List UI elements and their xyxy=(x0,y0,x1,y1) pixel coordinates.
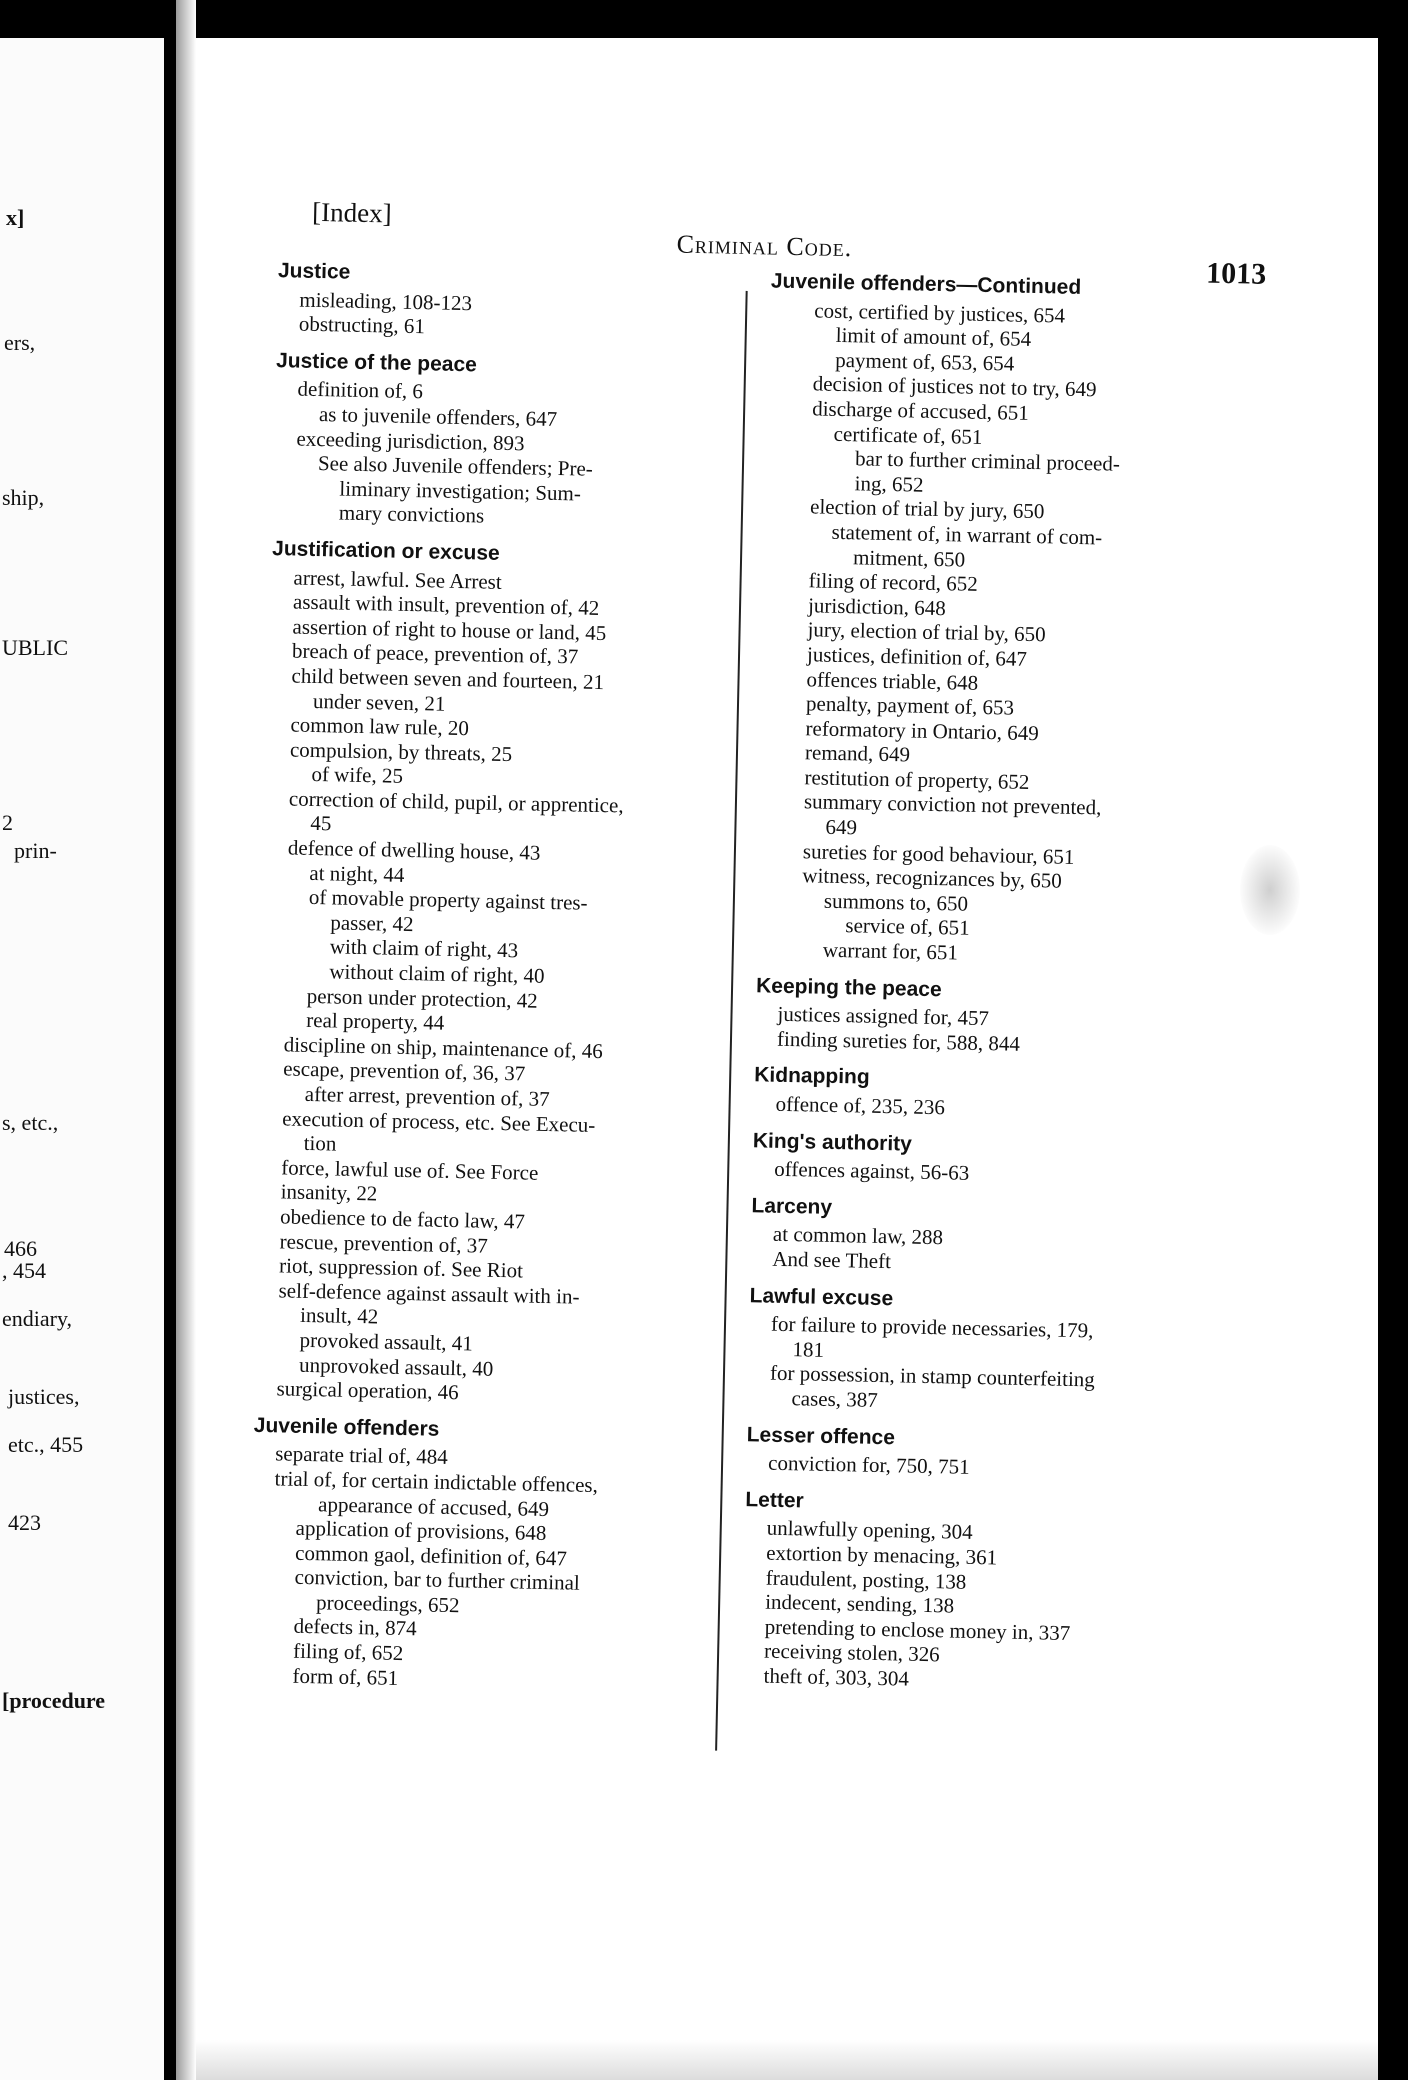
index-entry: under seven, 21 xyxy=(312,688,446,716)
facing-page-fragment: , 454 xyxy=(2,1258,46,1283)
index-entry: riot, suppression of. See Riot xyxy=(278,1253,524,1283)
index-entry: correction of child, pupil, or apprentice, xyxy=(288,786,624,818)
index-heading: Juvenile offenders—Continued xyxy=(770,269,1082,299)
index-entry: surgical operation, 46 xyxy=(276,1376,459,1405)
facing-page-fragment: endiary, xyxy=(2,1306,73,1331)
index-entry: statement of, in warrant of com- xyxy=(831,519,1103,550)
index-entry: justices assigned for, 457 xyxy=(777,1001,990,1031)
index-entry: offences against, 56-63 xyxy=(774,1156,970,1185)
facing-page-fragment: [procedure xyxy=(2,1688,106,1713)
index-entry: with claim of right, 43 xyxy=(329,934,519,963)
index-entry: unlawfully opening, 304 xyxy=(766,1515,973,1545)
facing-page-fragment: etc., 455 xyxy=(8,1432,84,1457)
index-heading: Justification or excuse xyxy=(271,537,500,565)
index-entry: reformatory in Ontario, 649 xyxy=(805,715,1040,745)
index-entry: summary conviction not prevented, xyxy=(803,789,1102,820)
facing-page-fragment: s, etc., xyxy=(2,1110,59,1135)
book-gutter xyxy=(164,0,176,2080)
index-entry: assault with insult, prevention of, 42 xyxy=(292,589,600,621)
index-entry: discipline on ship, maintenance of, 46 xyxy=(283,1032,603,1063)
facing-page xyxy=(0,38,164,2080)
index-entry: conviction for, 750, 751 xyxy=(767,1450,970,1479)
index-heading: Kidnapping xyxy=(754,1063,870,1090)
index-entry: self-defence against assault with in- xyxy=(278,1278,580,1309)
index-heading: Lesser offence xyxy=(746,1422,896,1449)
index-entry: theft of, 303, 304 xyxy=(763,1663,910,1691)
index-entry: child between seven and fourteen, 21 xyxy=(291,663,605,694)
page-number: 1013 xyxy=(1205,256,1267,291)
index-entry: summons to, 650 xyxy=(823,888,969,916)
index-entry: witness, recognizances by, 650 xyxy=(802,863,1062,893)
index-entry: liminary investigation; Sum- xyxy=(339,476,582,506)
index-entry: ing, 652 xyxy=(854,471,924,497)
index-entry: unprovoked assault, 40 xyxy=(298,1352,494,1381)
index-entry: service of, 651 xyxy=(845,913,970,941)
index-entry: escape, prevention of, 36, 37 xyxy=(283,1056,526,1086)
index-entry: cost, certified by justices, 654 xyxy=(814,297,1066,328)
index-entry: pretending to enclose money in, 337 xyxy=(764,1614,1071,1645)
index-heading: Juvenile offenders xyxy=(253,1413,440,1441)
index-page xyxy=(178,0,1399,2092)
index-entry: form of, 651 xyxy=(292,1663,399,1690)
index-entry: limit of amount of, 654 xyxy=(835,323,1032,352)
index-entry: application of provisions, 648 xyxy=(295,1515,547,1546)
index-entry: exceeding jurisdiction, 893 xyxy=(296,426,525,455)
index-heading: Justice xyxy=(277,259,351,284)
index-entry: real property, 44 xyxy=(306,1008,445,1035)
index-entry: offences triable, 648 xyxy=(806,666,979,695)
index-entry: proceedings, 652 xyxy=(315,1590,460,1618)
index-entry: for failure to provide necessaries, 179, xyxy=(770,1311,1094,1343)
index-entry: 45 xyxy=(310,811,332,836)
running-head-title: Criminal Code. xyxy=(676,229,853,263)
index-entry: payment of, 653, 654 xyxy=(835,347,1015,376)
index-entry: defects in, 874 xyxy=(293,1614,417,1641)
facing-page-fragment: ers, xyxy=(4,330,36,355)
running-head-left: [Index] xyxy=(311,196,393,229)
index-entry: common gaol, definition of, 647 xyxy=(294,1540,568,1571)
index-entry: jurisdiction, 648 xyxy=(807,593,947,620)
index-entry: of movable property against tres- xyxy=(308,885,588,915)
index-entry: for possession, in stamp counterfeiting xyxy=(769,1361,1096,1392)
index-entry: definition of, 6 xyxy=(297,376,424,404)
index-entry: provoked assault, 41 xyxy=(299,1327,474,1356)
facing-page-fragment: 423 xyxy=(8,1510,41,1535)
index-entry: fraudulent, posting, 138 xyxy=(765,1565,967,1594)
index-entry: defence of dwelling house, 43 xyxy=(287,835,541,865)
facing-page-fragment: x] xyxy=(6,205,25,230)
index-heading: Keeping the peace xyxy=(755,973,942,1001)
index-entry: finding sureties for, 588, 844 xyxy=(776,1026,1021,1056)
index-entry: passer, 42 xyxy=(330,910,414,936)
index-entry: obstructing, 61 xyxy=(298,311,426,339)
index-heading: Lawful excuse xyxy=(749,1283,894,1310)
facing-page-fragment: 2 xyxy=(2,810,13,835)
index-entry: restitution of property, 652 xyxy=(804,765,1030,794)
facing-page-fragment: justices, xyxy=(8,1384,80,1409)
index-entry: obedience to de facto law, 47 xyxy=(279,1204,526,1234)
index-entry: misleading, 108-123 xyxy=(299,287,473,315)
index-entry: cases, 387 xyxy=(791,1386,879,1412)
index-heading: King's authority xyxy=(752,1128,913,1156)
index-entry: filing of record, 652 xyxy=(808,568,978,596)
index-entry: mary convictions xyxy=(338,500,485,528)
index-entry: arrest, lawful. See Arrest xyxy=(293,565,502,594)
index-entry: without claim of right, 40 xyxy=(329,959,545,988)
index-entry: decision of justices not to try, 649 xyxy=(812,371,1097,402)
index-entry: remand, 649 xyxy=(804,740,911,767)
index-entry: warrant for, 651 xyxy=(822,937,959,965)
index-entry: at night, 44 xyxy=(309,860,405,887)
index-entry: penalty, payment of, 653 xyxy=(805,691,1015,720)
index-entry: trial of, for certain indictable offences, xyxy=(274,1466,599,1497)
index-entry: force, lawful use of. See Force xyxy=(280,1155,539,1185)
index-column-right xyxy=(741,269,1341,1699)
index-entry: insanity, 22 xyxy=(280,1179,378,1206)
index-entry: jury, election of trial by, 650 xyxy=(807,617,1046,647)
index-entry: compulsion, by threats, 25 xyxy=(289,737,513,766)
index-entry: indecent, sending, 138 xyxy=(764,1589,955,1618)
index-entry: bar to further criminal proceed- xyxy=(854,446,1121,476)
index-entry: execution of process, etc. See Execu- xyxy=(282,1106,596,1137)
index-entry: tion xyxy=(303,1131,337,1156)
index-entry: assertion of right to house or land, 45 xyxy=(292,614,607,645)
index-entry: appearance of accused, 649 xyxy=(317,1491,550,1521)
index-heading: Letter xyxy=(745,1487,804,1513)
index-entry: sureties for good behaviour, 651 xyxy=(802,838,1075,869)
index-entry: See also Juvenile offenders; Pre- xyxy=(317,451,594,481)
index-entry: justices, definition of, 647 xyxy=(806,642,1028,671)
index-entry: certificate of, 651 xyxy=(833,421,983,449)
index-entry: insult, 42 xyxy=(299,1303,379,1329)
index-entry: 649 xyxy=(825,814,858,840)
index-entry: person under protection, 42 xyxy=(306,983,538,1013)
index-entry: receiving stolen, 326 xyxy=(763,1638,940,1667)
index-entry: discharge of accused, 651 xyxy=(811,396,1029,425)
index-entry: common law rule, 20 xyxy=(290,712,470,741)
index-entry: separate trial of, 484 xyxy=(274,1441,449,1470)
facing-page-fragment: ship, xyxy=(2,485,45,510)
index-entry: filing of, 652 xyxy=(292,1638,404,1666)
index-entry: after arrest, prevention of, 37 xyxy=(304,1081,550,1111)
index-heading: Larceny xyxy=(751,1194,833,1219)
index-entry: conviction, bar to further criminal xyxy=(294,1565,580,1596)
facing-page-fragment: UBLIC xyxy=(2,635,68,660)
facing-page-fragment: prin- xyxy=(14,838,57,863)
facing-page-fragment: 466 xyxy=(4,1236,37,1261)
index-entry: 181 xyxy=(792,1336,825,1362)
index-entry: And see Theft xyxy=(772,1246,892,1274)
index-heading: Justice of the peace xyxy=(275,348,478,377)
index-entry: election of trial by jury, 650 xyxy=(809,494,1045,524)
index-entry: breach of peace, prevention of, 37 xyxy=(291,638,579,669)
index-entry: at common law, 288 xyxy=(772,1222,944,1250)
index-entry: offence of, 235, 236 xyxy=(775,1091,946,1120)
index-entry: of wife, 25 xyxy=(311,762,404,789)
index-entry: as to juvenile offenders, 647 xyxy=(318,401,558,431)
index-entry: rescue, prevention of, 37 xyxy=(279,1228,489,1258)
index-entry: extortion by menacing, 361 xyxy=(766,1540,998,1570)
index-entry: mitment, 650 xyxy=(852,544,966,572)
